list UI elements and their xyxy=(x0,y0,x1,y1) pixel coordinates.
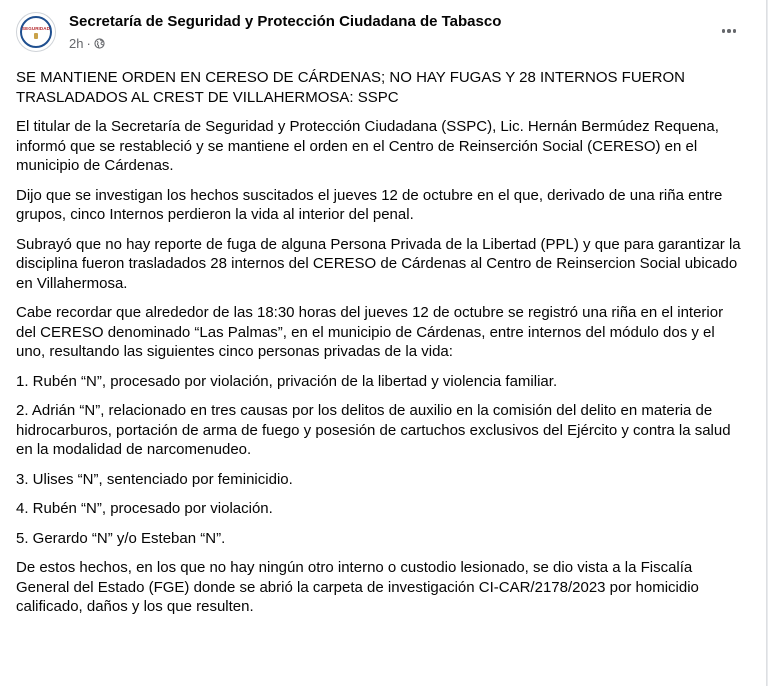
more-options-icon[interactable] xyxy=(718,20,740,42)
post-headline: SE MANTIENE ORDEN EN CERESO DE CÁRDENAS; NO HAY FUGAS Y 28 INTERNOS FUERON TRASLADADOS AL CREST DE VILLAHERMOSA: SSPC xyxy=(16,69,686,106)
more-dot xyxy=(722,29,726,33)
avatar-ring xyxy=(20,16,52,48)
avatar-logo-mark xyxy=(34,33,38,39)
victim-list-item: 3. Ulises “N”, sentenciado por feminicidio. xyxy=(16,470,293,488)
page-avatar[interactable] xyxy=(16,12,56,52)
more-dot xyxy=(727,29,731,33)
more-dot xyxy=(733,29,737,33)
victim-list-item: 1. Rubén “N”, procesado por violación, privación de la libertad y violencia familiar. xyxy=(16,372,558,390)
post-body xyxy=(16,68,744,627)
avatar-logo-text: SEGURIDAD xyxy=(22,26,50,31)
meta-separator: · xyxy=(86,36,91,51)
post-paragraph: El titular de la Secretaría de Seguridad y Protección Ciudadana (SSPC), Lic. Hernán Bermúdez Requena, informó que se restableció y se mantiene el orden en el Centro de Reinserción Social (CERESO) en el municipio de Cárdenas. xyxy=(16,118,719,174)
post-meta xyxy=(69,36,105,51)
victim-list-item: 5. Gerardo “N” y/o Esteban “N”. xyxy=(16,529,226,547)
post-paragraph: Cabe recordar que alrededor de las 18:30 horas del jueves 12 de octubre se registró una riña en el interior del CERESO denominado “Las Palmas”, en el municipio de Cárdenas, entre internos del módulo dos y el uno, resultando las siguientes cinco personas privadas de la vida: xyxy=(16,304,724,360)
page-name-link[interactable]: Secretaría de Seguridad y Protección Ciudadana de Tabasco xyxy=(69,13,502,30)
victim-list-item: 2. Adrián “N”, relacionado en tres causas por los delitos de auxilio en la comisión del delito en materia de hidrocarburos, portación de arma de fuego y posesión de cartuchos exclusivos del Ejército y contra la salud en la modalidad de narcomenudeo. xyxy=(16,402,731,458)
globe-icon[interactable] xyxy=(94,38,105,49)
post-header xyxy=(16,12,750,56)
post-paragraph: Dijo que se investigan los hechos suscitados el jueves 12 de octubre en el que, derivado de una riña entre grupos, cinco Internos perdieron la vida al interior del penal. xyxy=(16,186,723,223)
post-paragraph: Subrayó que no hay reporte de fuga de alguna Persona Privada de la Libertad (PPL) y que para garantizar la disciplina fueron trasladados 28 internos del CERESO de Cárdenas al Centro de Reinsercion Social ubicado en Villahermosa. xyxy=(16,235,741,292)
post-timestamp[interactable]: 2h xyxy=(69,36,84,51)
victim-list-item: 4. Rubén “N”, procesado por violación. xyxy=(16,500,273,517)
post-paragraph: De estos hechos, en los que no hay ningún otro interno o custodio lesionado, se dio vista a la Fiscalía General del Estado (FGE) donde se abrió la carpeta de investigación CI-CAR/2178/2023 por homicidio calificado, daños y los que resulten. xyxy=(16,559,699,615)
